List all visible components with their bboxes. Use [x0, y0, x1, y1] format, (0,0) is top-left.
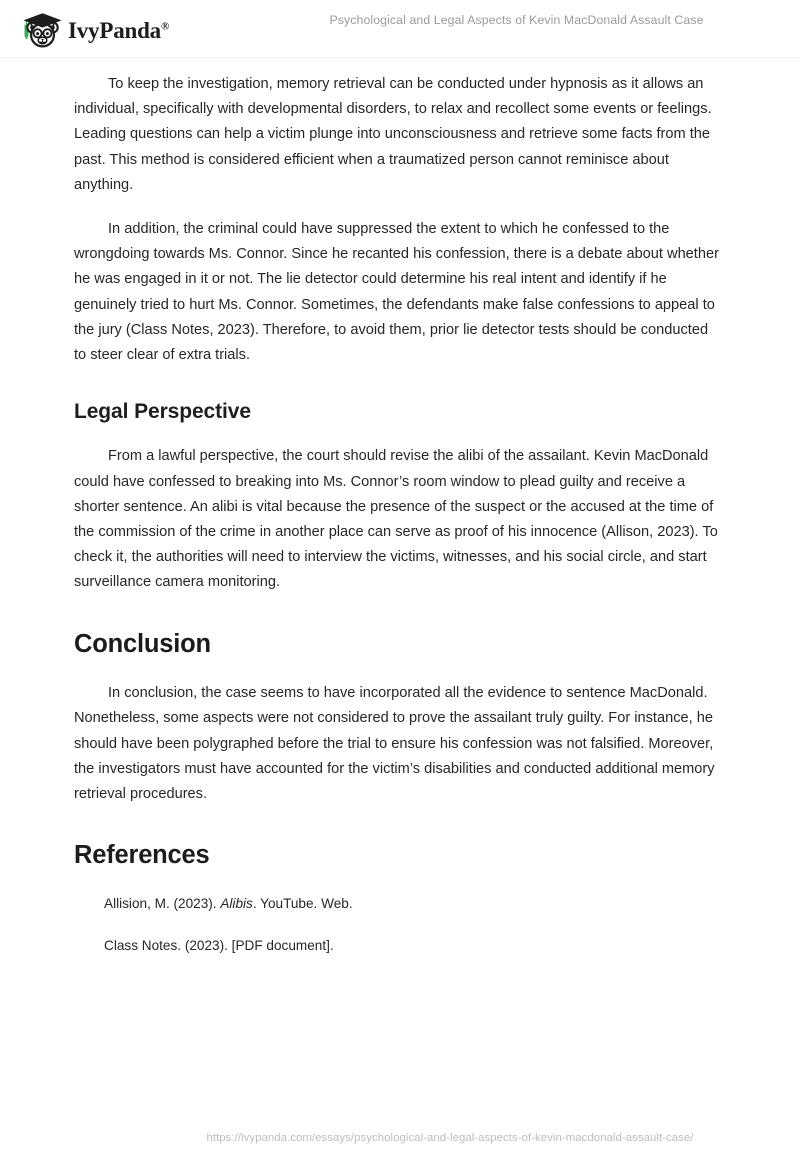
registered-mark: ® [160, 19, 170, 32]
section-heading-conclusion: Conclusion [74, 629, 211, 658]
reference-title: Alibis [220, 895, 253, 911]
page-header [0, 0, 800, 57]
document-body [74, 72, 724, 957]
list-item [74, 935, 724, 957]
paragraph: In addition, the criminal could have suppressed the extent to which he confessed to the wrongdoing towards Ms. Connor. Since he recanted his confession, there is a debate about whether he was engaged in it or not. The lie detector could determine his real intent and identify if he genuinely tried to hurt Ms. Connor. Sometimes, the defendants make false confessions to appeal to the jury (Class Notes, 2023). Therefore, to avoid them, prior lie detector tests should be conducted to steer clear of extra trials. [74, 221, 719, 364]
spacer [74, 424, 724, 444]
reference-prefix: Allision, M. (2023). [104, 895, 221, 911]
paragraph: To keep the investigation, memory retrieval can be conducted under hypnosis as it allows an individual, specifically with developmental disorders, to relax and recollect some events or feelings. Leading questions can help a victim plunge into unconsciousness and retrieve some facts from the past. This method is considered efficient when a traumatized person cannot reminisce about anything. [74, 76, 712, 193]
page-footer [0, 1128, 800, 1146]
reference-prefix: Class Notes. (2023). [PDF document]. [104, 937, 334, 953]
spacer [74, 596, 724, 629]
list-item [74, 893, 724, 915]
spacer [74, 368, 724, 399]
source-url[interactable]: https://ivypanda.com/essays/psychological-and-legal-aspects-of-kevin-macdonald-assault-case/ [206, 1132, 694, 1144]
header-divider [0, 57, 800, 58]
spacer [74, 871, 724, 893]
spacer [74, 659, 724, 681]
reference-suffix: . YouTube. Web. [252, 895, 353, 911]
spacer [74, 807, 724, 840]
page-title: Psychological and Legal Aspects of Kevin MacDonald Assault Case [329, 13, 704, 27]
reference-list [74, 893, 724, 957]
paragraph: In conclusion, the case seems to have incorporated all the evidence to sentence MacDonald. Nonetheless, some aspects were not considered to prove the assailant truly guilty. For instance, he should have been polygraphed before the trial to ensure his confession was not falsified. Moreover, the investigators must have accounted for the victim’s disabilities and conducted additional memory retrieval procedures. [74, 685, 715, 803]
paragraph: From a lawful perspective, the court should revise the alibi of the assailant. Kevin MacDonald could have confessed to breaking into Ms. Connor’s room window to plead guilty and receive a shorter sentence. An alibi is vital because the presence of the suspect or the accused at the time of the commission of the crime in another place can serve as proof of his innocence (Allison, 2023). To check it, the authorities will need to interview the victims, witnesses, and his social circle, and start surveillance camera monitoring. [74, 448, 718, 591]
section-heading-references: References [74, 841, 210, 870]
logo-text: IvyPanda [68, 17, 161, 43]
section-heading-legal-perspective: Legal Perspective [74, 400, 251, 424]
